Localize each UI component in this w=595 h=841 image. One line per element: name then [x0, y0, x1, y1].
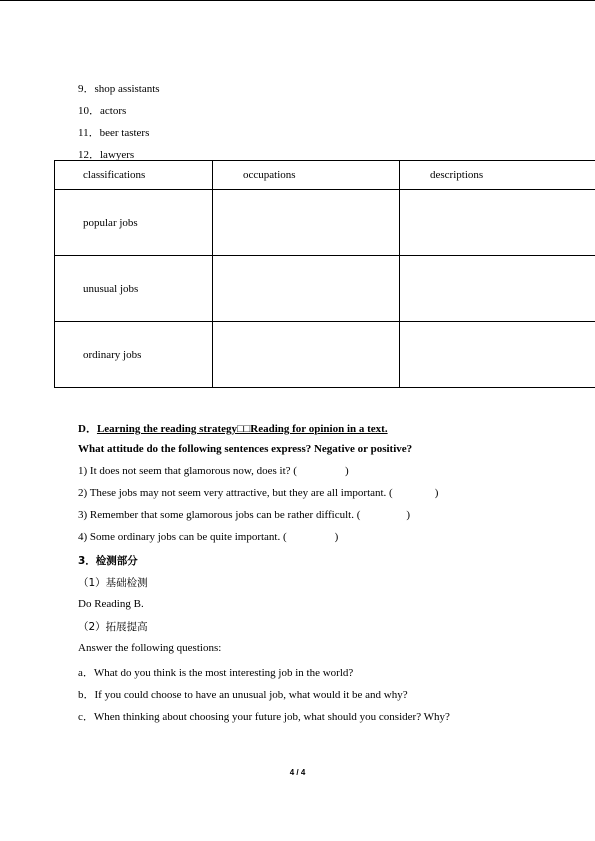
- page-top-rule: [0, 0, 595, 1]
- statement-3: 3) Remember that some glamorous jobs can be rather difficult. ( ): [78, 509, 411, 521]
- occupations-cell[interactable]: [213, 256, 400, 322]
- list-item: 12．lawyers: [78, 149, 135, 161]
- job-classification-table: [54, 160, 595, 388]
- header-descriptions: descriptions: [400, 161, 595, 190]
- question-b: b．If you could choose to have an unusual job, what would it be and why?: [78, 689, 408, 701]
- section-d-title: D．Learning the reading strategy□□Reading for opinion in a text.: [78, 423, 388, 435]
- table-row: [55, 322, 595, 388]
- section-3-sub2: （2）拓展提高: [78, 621, 148, 633]
- statement-2: 2) These jobs may not seem very attractive, but they are all important. ( ): [78, 487, 439, 499]
- section-3-sub1-text: Do Reading B.: [78, 598, 144, 610]
- question-a: a．What do you think is the most interesting job in the world?: [78, 667, 354, 679]
- list-item: 11．beer tasters: [78, 127, 150, 139]
- descriptions-cell[interactable]: [400, 256, 595, 322]
- table-row: [55, 190, 595, 256]
- section-3-sub2-text: Answer the following questions:: [78, 642, 222, 654]
- table-header-row: [55, 161, 595, 190]
- row-label: popular jobs: [55, 190, 213, 256]
- list-item: 10．actors: [78, 105, 127, 117]
- section-3-sub1: （1）基础检测: [78, 577, 148, 589]
- header-classifications: classifications: [55, 161, 213, 190]
- occupations-cell[interactable]: [213, 190, 400, 256]
- header-occupations: occupations: [213, 161, 400, 190]
- question-c: c．When thinking about choosing your future job, what should you consider? Why?: [78, 711, 450, 723]
- statement-4: 4) Some ordinary jobs can be quite important. ( ): [78, 531, 339, 543]
- occupations-cell[interactable]: [213, 322, 400, 388]
- list-item: 9．shop assistants: [78, 83, 160, 95]
- statement-1: 1) It does not seem that glamorous now, does it? ( ): [78, 465, 349, 477]
- page-number: 4 / 4: [289, 768, 306, 777]
- table-row: [55, 256, 595, 322]
- descriptions-cell[interactable]: [400, 322, 595, 388]
- row-label: unusual jobs: [55, 256, 213, 322]
- descriptions-cell[interactable]: [400, 190, 595, 256]
- row-label: ordinary jobs: [55, 322, 213, 388]
- section-3-heading: 3．检测部分: [78, 555, 138, 567]
- section-d-question: What attitude do the following sentences express? Negative or positive?: [78, 443, 413, 455]
